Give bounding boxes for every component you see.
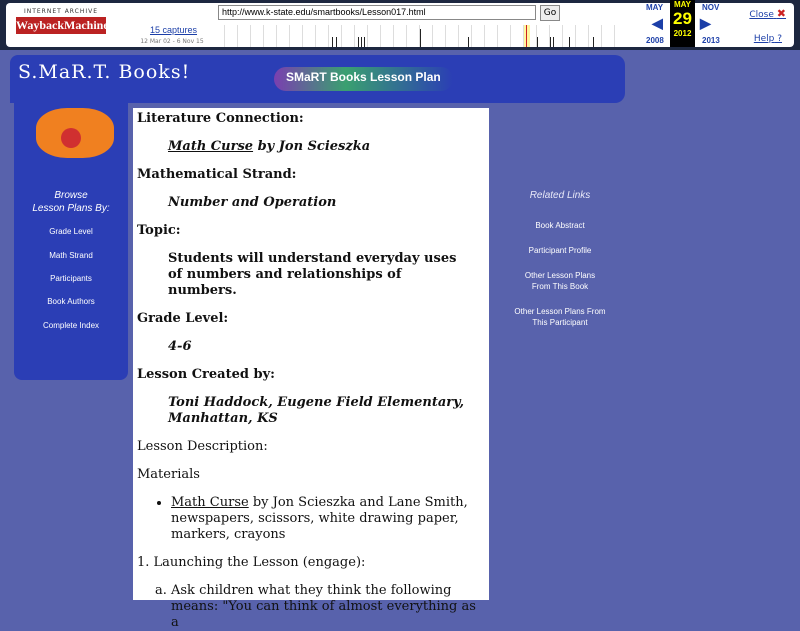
prev-arrow-icon[interactable]: ◀ <box>652 15 663 31</box>
link-participant-profile[interactable]: Participant Profile <box>528 246 592 255</box>
lit-value <box>168 139 485 155</box>
materials-link[interactable]: Math Curse <box>171 495 249 510</box>
link-other-plans-participant[interactable]: Other Lesson Plans From This Participant <box>514 307 606 327</box>
prev-month[interactable]: MAY <box>646 3 664 12</box>
sidebar-item-grade-level[interactable]: Grade Level <box>49 227 93 236</box>
capture-range: 12 Mar 02 - 6 Nov 15 <box>140 38 204 45</box>
wayback-logo[interactable] <box>16 8 109 40</box>
step-1a: a. Ask children what they think the following means: "You can think of almost everything as a <box>171 583 485 631</box>
logo-main: WaybackMachine <box>16 18 109 32</box>
step-1: 1. Launching the Lesson (engage): <box>137 555 366 570</box>
captures-link[interactable]: 15 captures <box>149 25 198 35</box>
url-input[interactable]: http://www.k-state.edu/smartbooks/Lesson017.html <box>218 5 536 20</box>
close-icon[interactable]: ✖ <box>776 7 786 20</box>
link-other-plans-book[interactable]: Other Lesson Plans From This Book <box>524 271 596 291</box>
sidebar-item-math-strand[interactable]: Math Strand <box>49 251 93 260</box>
sidebar-item-complete-index[interactable]: Complete Index <box>42 321 100 330</box>
site-logo[interactable]: S.MaR.T. Books! <box>18 61 191 83</box>
site-banner <box>10 55 625 103</box>
grade-value: 4-6 <box>168 339 192 354</box>
next-year[interactable]: 2013 <box>702 36 720 45</box>
strand-value: Number and Operation <box>168 195 337 210</box>
materials-label: Materials <box>137 467 200 482</box>
sidebar <box>14 103 128 380</box>
desc-label: Lesson Description: <box>137 439 268 454</box>
help-label: Help <box>753 34 775 44</box>
strand-label: Mathematical Strand: <box>137 167 297 182</box>
sidebar-item-book-authors[interactable]: Book Authors <box>47 297 95 306</box>
heading-line: Browse <box>54 190 88 201</box>
lit-author: by Jon Scieszka <box>253 139 371 154</box>
related-links <box>495 190 625 342</box>
wayback-toolbar <box>0 0 800 50</box>
created-value: Toni Haddock, Eugene Field Elementary, Manhattan, KS <box>168 395 464 426</box>
grade-label: Grade Level: <box>137 311 229 326</box>
topic-value: Students will understand everyday uses of numbers and relationships of numbers. <box>168 251 457 298</box>
capture-timeline[interactable] <box>212 25 616 47</box>
help-link[interactable]: Help ? <box>753 34 782 44</box>
sidebar-item-participants[interactable]: Participants <box>50 274 92 283</box>
close-link[interactable] <box>749 7 786 20</box>
sidebar-heading <box>14 189 128 215</box>
topic-label: Topic: <box>137 223 181 238</box>
next-month[interactable]: NOV <box>702 3 720 12</box>
page-title: SMaRT Books Lesson Plan <box>274 67 453 91</box>
go-button[interactable]: Go <box>540 5 560 21</box>
cur-day: 29 <box>673 9 692 28</box>
link-book-abstract[interactable]: Book Abstract <box>535 221 585 230</box>
lit-label: Literature Connection: <box>137 111 304 126</box>
cur-year: 2012 <box>673 29 692 38</box>
cur-month: MAY <box>673 0 692 9</box>
math-curse-link[interactable]: Math Curse <box>168 139 254 154</box>
created-label: Lesson Created by: <box>137 367 275 382</box>
book-apple-icon <box>36 108 114 158</box>
calendar-nav <box>640 0 730 47</box>
logo-text: INTERNET ARCHIVE <box>23 8 99 15</box>
close-label: Close <box>749 10 774 20</box>
lesson-content <box>133 108 489 630</box>
materials-text: by Jon Scieszka and Lane Smith, newspapers, scissors, white drawing paper, markers, crayons <box>171 495 468 542</box>
heading-line: Lesson Plans By: <box>32 203 110 214</box>
current-date <box>670 0 695 47</box>
related-heading: Related Links <box>529 190 591 201</box>
next-arrow-icon[interactable]: ▶ <box>700 15 711 31</box>
materials-item <box>171 495 485 543</box>
prev-year[interactable]: 2008 <box>646 36 664 45</box>
